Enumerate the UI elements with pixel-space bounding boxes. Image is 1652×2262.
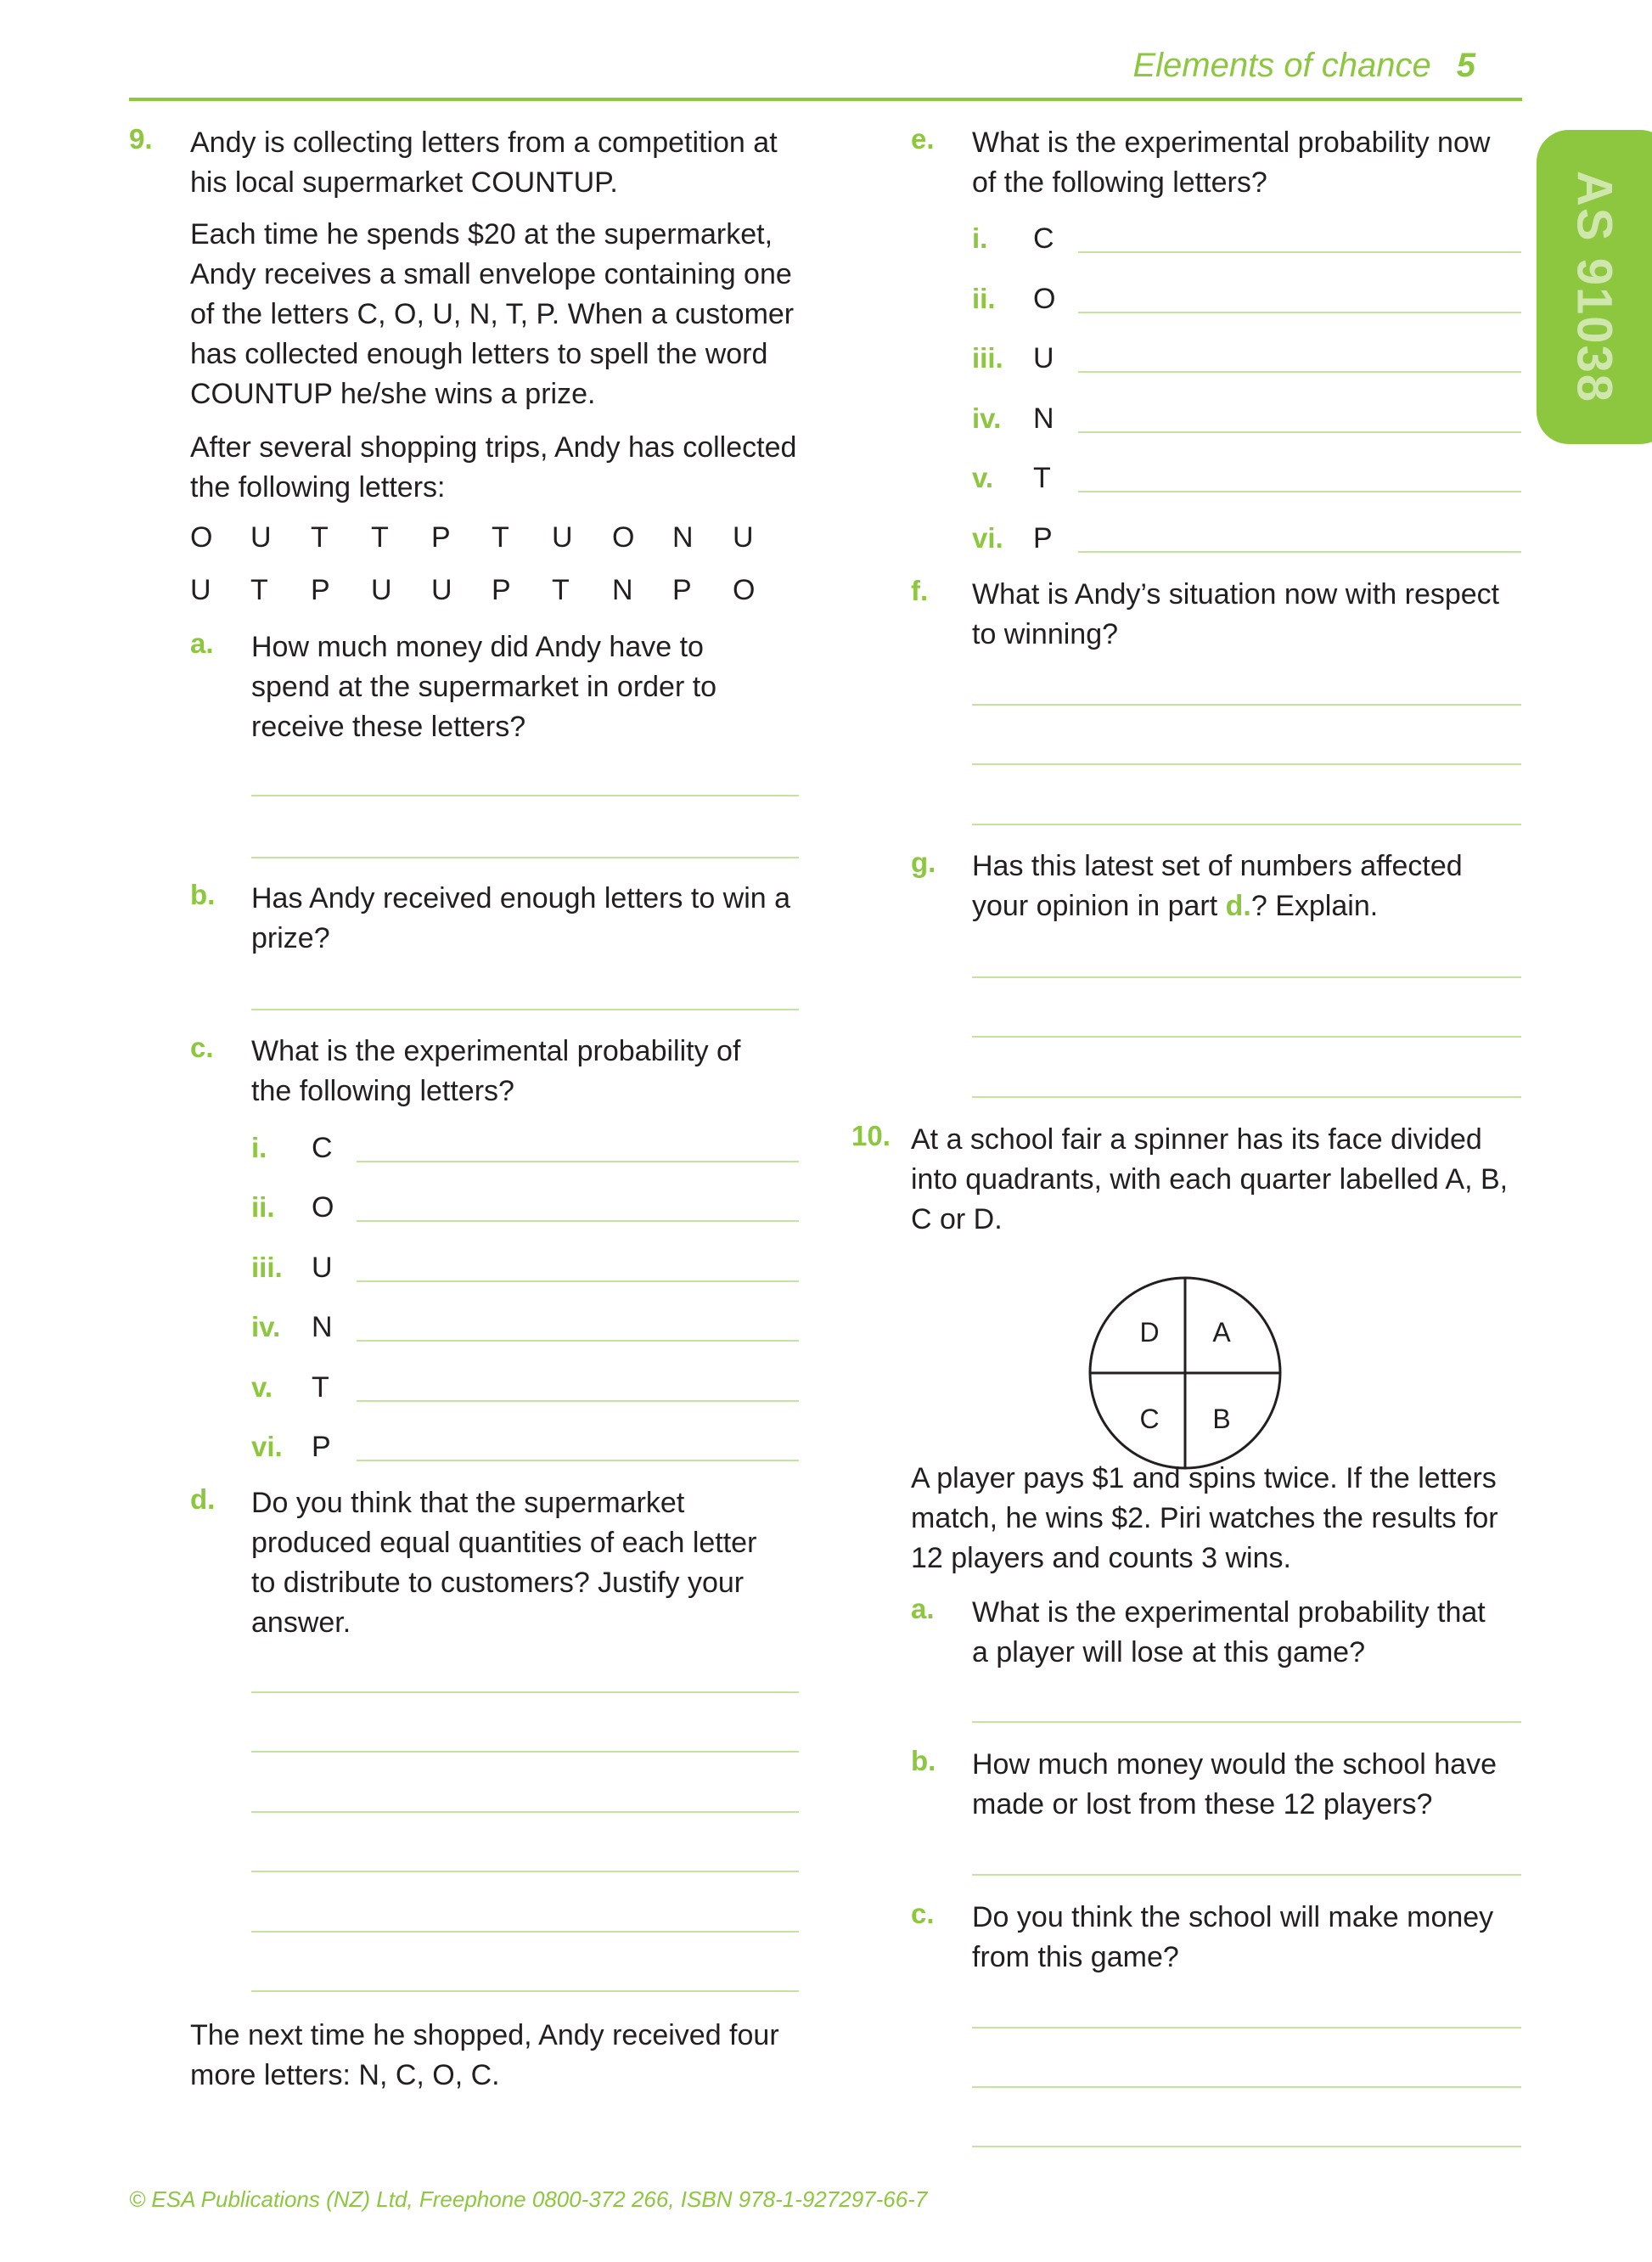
text-line: his local supermarket COUNTUP. (190, 166, 618, 199)
text-line: prize? (251, 922, 330, 954)
q9-intro (190, 123, 778, 203)
letter: U (250, 521, 272, 554)
text-fragment: your opinion in part (972, 890, 1226, 922)
text-line: match, he wins $2. Piri watches the results for (911, 1502, 1498, 1534)
item-letter: N (312, 1311, 333, 1343)
question-10-number: 10. (851, 1120, 891, 1151)
text-line: 12 players and counts 3 wins. (911, 1542, 1291, 1574)
letter: T (552, 574, 570, 606)
item-label: i. (972, 222, 988, 254)
q10-part-a-label: a. (911, 1593, 935, 1624)
item-label: ii. (972, 283, 996, 314)
item-letter: N (1033, 402, 1054, 435)
copyright-footer: © ESA Publications (NZ) Ltd, Freephone 0800-372 266, ISBN 978-1-927297-66-7 (129, 2186, 928, 2212)
answer-line[interactable] (1078, 551, 1521, 553)
answer-line[interactable] (1078, 251, 1521, 253)
part-g-label: g. (911, 847, 936, 878)
letter: N (672, 521, 694, 554)
item-label: v. (972, 462, 994, 493)
letter: T (371, 521, 389, 554)
part-reference: d. (1225, 890, 1251, 922)
item-letter: T (312, 1371, 329, 1404)
item-letter: O (312, 1191, 334, 1224)
text-line: COUNTUP he/she wins a prize. (190, 378, 596, 410)
q10-part-b-label: b. (911, 1745, 936, 1776)
spinner-label-b: B (1212, 1404, 1231, 1434)
answer-line[interactable] (251, 1990, 799, 1992)
text-line: to winning? (972, 618, 1119, 650)
text-fragment: ? Explain. (1250, 890, 1379, 922)
text-line: made or lost from these 12 players? (972, 1788, 1433, 1820)
letter: U (733, 521, 754, 554)
text-line: At a school fair a spinner has its face divided (911, 1123, 1482, 1156)
text-line: C or D. (911, 1203, 1003, 1235)
answer-line[interactable] (251, 1811, 799, 1813)
q10-intro (911, 1120, 1508, 1240)
text-line: Andy is collecting letters from a competition at (190, 127, 778, 159)
text-line: Has Andy received enough letters to win a (251, 882, 791, 914)
q10-para2 (911, 1459, 1498, 1578)
part-g-text (972, 847, 1463, 926)
answer-line[interactable] (251, 1009, 799, 1010)
text-line: more letters: N, C, O, C. (190, 2059, 500, 2091)
q9-next-shopping (190, 2016, 779, 2096)
answer-line[interactable] (1078, 431, 1521, 433)
letter: P (672, 574, 692, 606)
letter: T (492, 521, 509, 554)
letter: P (492, 574, 511, 606)
item-label: i. (251, 1132, 267, 1163)
answer-line[interactable] (251, 1691, 799, 1693)
text-line: After several shopping trips, Andy has collected (190, 431, 797, 464)
letter: U (190, 574, 211, 606)
q9-para2 (190, 215, 794, 414)
answer-line[interactable] (251, 1751, 799, 1753)
text-line: The next time he shopped, Andy received four (190, 2019, 779, 2051)
answer-line[interactable] (972, 1096, 1521, 1098)
text-line: from this game? (972, 1941, 1179, 1973)
running-header (1132, 47, 1475, 85)
item-label: iii. (251, 1252, 283, 1283)
part-c-label: c. (190, 1032, 214, 1063)
answer-line[interactable] (1078, 312, 1521, 313)
answer-line[interactable] (972, 1721, 1521, 1723)
q9-para3 (190, 428, 796, 508)
text-line: of the letters C, O, U, N, T, P. When a customer (190, 298, 795, 330)
q10-part-c-label: c. (911, 1898, 935, 1929)
text-line: to distribute to customers? Justify your (251, 1567, 745, 1599)
text-line: receive these letters? (251, 711, 526, 743)
part-d-text (251, 1483, 756, 1643)
letter: U (371, 574, 392, 606)
standard-tab-label: AS 91038 (1566, 171, 1622, 403)
text-line (972, 886, 1463, 926)
item-letter: O (1033, 283, 1056, 315)
letter: N (612, 574, 633, 606)
text-line: has collected enough letters to spell the word (190, 338, 768, 370)
part-a-text (251, 627, 716, 747)
answer-line[interactable] (357, 1460, 799, 1461)
text-line: answer. (251, 1606, 351, 1639)
answer-line[interactable] (972, 763, 1521, 765)
answer-line[interactable] (972, 824, 1521, 825)
item-letter: C (1033, 222, 1054, 255)
item-letter: T (1033, 462, 1051, 494)
part-f-label: f. (911, 575, 929, 606)
q10-part-a-text (972, 1593, 1486, 1673)
spinner-label-d: D (1139, 1317, 1160, 1348)
text-line: What is the experimental probability of (251, 1035, 741, 1067)
text-line: the following letters? (251, 1075, 514, 1107)
answer-line[interactable] (972, 2027, 1521, 2028)
item-label: v. (251, 1371, 273, 1403)
item-letter: C (312, 1132, 333, 1164)
item-letter: P (312, 1431, 331, 1463)
spinner-diagram (1083, 1271, 1287, 1475)
letter: P (431, 521, 451, 554)
answer-line[interactable] (251, 1871, 799, 1872)
q10-part-c-text (972, 1898, 1493, 1978)
text-line: Do you think the school will make money (972, 1901, 1494, 1933)
answer-line[interactable] (357, 1280, 799, 1282)
text-line: What is the experimental probability now (972, 127, 1491, 159)
answer-line[interactable] (1078, 371, 1521, 373)
standard-tab (1537, 130, 1652, 444)
letter: O (612, 521, 635, 554)
letter: T (311, 521, 329, 554)
item-label: ii. (251, 1191, 275, 1223)
spinner-label-a: A (1212, 1317, 1231, 1348)
answer-line[interactable] (972, 2086, 1521, 2088)
item-letter: U (312, 1252, 333, 1284)
text-line: What is Andy’s situation now with respect (972, 578, 1500, 611)
item-letter: P (1033, 522, 1053, 554)
answer-line[interactable] (972, 704, 1521, 706)
page-number: 5 (1456, 47, 1475, 84)
text-line: What is the experimental probability that (972, 1596, 1486, 1629)
letter: P (311, 574, 330, 606)
text-line: the following letters: (190, 471, 446, 504)
letter: O (733, 574, 756, 606)
text-line: produced equal quantities of each letter (251, 1527, 757, 1559)
answer-line[interactable] (251, 1931, 799, 1933)
answer-line[interactable] (251, 857, 799, 858)
part-f-text (972, 575, 1499, 655)
text-line: How much money did Andy have to (251, 631, 704, 663)
item-label: iv. (972, 402, 1002, 434)
letter: O (190, 521, 213, 554)
part-b-text (251, 879, 790, 959)
text-line: Each time he spends $20 at the supermarket, (190, 218, 773, 250)
letter: U (552, 521, 573, 554)
part-a-label: a. (190, 627, 214, 659)
text-line: into quadrants, with each quarter labelled A, B, (911, 1163, 1509, 1196)
item-label: vi. (251, 1431, 283, 1462)
text-line: Do you think that the supermarket (251, 1487, 685, 1519)
answer-line[interactable] (972, 976, 1521, 978)
answer-line[interactable] (1078, 491, 1521, 492)
q10-part-b-text (972, 1745, 1497, 1825)
part-d-label: d. (190, 1483, 216, 1515)
spinner-label-c: C (1139, 1404, 1160, 1434)
text-line: A player pays $1 and spins twice. If the letters (911, 1462, 1497, 1494)
letter: T (250, 574, 268, 606)
letter: U (431, 574, 452, 606)
item-letter: U (1033, 342, 1054, 374)
answer-line[interactable] (972, 1036, 1521, 1038)
question-9-number: 9. (129, 123, 153, 155)
header-rule (129, 98, 1522, 101)
answer-line[interactable] (357, 1400, 799, 1402)
text-line: of the following letters? (972, 166, 1267, 199)
part-c-text (251, 1032, 740, 1111)
letters-row-1 (190, 521, 793, 554)
item-label: vi. (972, 522, 1003, 554)
answer-line[interactable] (357, 1161, 799, 1162)
text-line: a player will lose at this game? (972, 1636, 1366, 1668)
text-line: How much money would the school have (972, 1748, 1497, 1781)
answer-line[interactable] (357, 1220, 799, 1222)
answer-line[interactable] (972, 2146, 1521, 2147)
text-line: spend at the supermarket in order to (251, 671, 717, 703)
answer-line[interactable] (972, 1874, 1521, 1876)
answer-line[interactable] (251, 795, 799, 796)
text-line: Andy receives a small envelope containing one (190, 258, 792, 290)
part-b-label: b. (190, 879, 216, 910)
part-e-label: e. (911, 123, 935, 155)
part-e-text (972, 123, 1490, 203)
letters-row-2 (190, 574, 793, 607)
answer-line[interactable] (357, 1340, 799, 1342)
text-line: Has this latest set of numbers affected (972, 850, 1463, 882)
chapter-title: Elements of chance (1132, 47, 1431, 84)
item-label: iv. (251, 1311, 281, 1342)
item-label: iii. (972, 342, 1003, 374)
